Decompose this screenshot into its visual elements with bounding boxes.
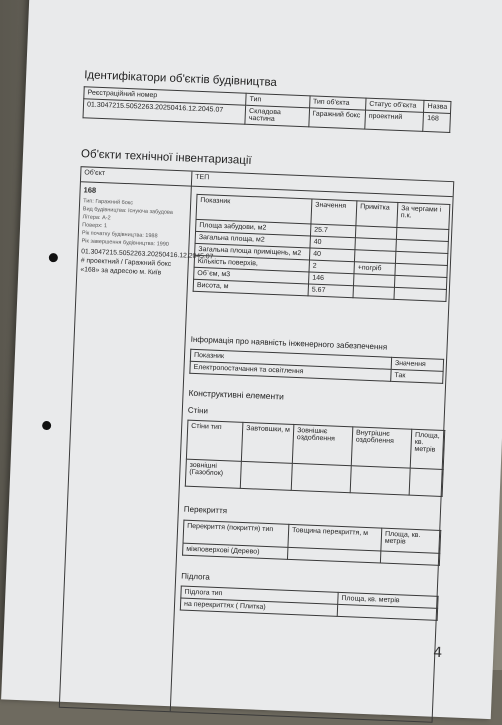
walls-table — [185, 420, 445, 497]
floors-header: Товщина перекриття, м — [288, 524, 382, 551]
engineering-title: Інформація про наявність інженерного забезпечення — [190, 334, 388, 352]
document-page — [1, 0, 502, 719]
floors-cell: міжповерхові (Дерево) — [183, 543, 288, 559]
cell-object-status: проектний — [365, 110, 424, 131]
punch-hole — [49, 253, 58, 262]
cell-type: Складова частина — [245, 105, 309, 127]
engineering-cell: Так — [391, 369, 443, 383]
walls-cell — [240, 461, 292, 490]
punch-hole — [42, 421, 51, 430]
walls-header: Площа, кв. метрів — [410, 429, 445, 469]
cell-object-type: Гаражний бокс — [308, 108, 365, 129]
identifiers-table — [82, 86, 451, 133]
tep-header-value: Значення — [311, 199, 357, 226]
header-object-status: Статус об'єкта — [366, 98, 425, 112]
tep-header-note: Примітка — [356, 201, 398, 228]
walls-cell — [291, 463, 351, 492]
floors-title: Перекриття — [183, 504, 228, 516]
tep-cell: 40 — [309, 248, 354, 262]
floors-cell — [380, 551, 439, 565]
header-reg-number: Реєстраційний номер — [84, 87, 247, 106]
object-line: Рік завершення будівництва: 1990 — [81, 238, 169, 248]
engineering-header-indicator: Показник — [190, 349, 391, 369]
flooring-header: Підлога тип — [181, 586, 338, 604]
tep-cell: 2 — [309, 260, 354, 274]
header-object-type: Тип об'єкта — [309, 96, 366, 110]
page-number: 4 — [433, 644, 443, 662]
walls-cell — [350, 466, 410, 495]
floors-cell — [287, 547, 380, 563]
tep-cell: +погріб — [354, 262, 395, 276]
cell-reg-number: 01.3047215.5052263.20250416.12.2045.07 — [83, 99, 246, 124]
object-line: Літера: А-2 — [82, 214, 111, 222]
header-name: Назва — [424, 100, 451, 113]
floors-header: Перекриття (покриття) тип — [183, 520, 289, 547]
tep-cell: Висота, м — [193, 279, 308, 296]
cell-name: 168 — [423, 112, 450, 132]
object-info — [80, 185, 214, 278]
walls-header: Зовнішнє оздоблення — [292, 424, 353, 465]
tep-cell: 5.67 — [308, 284, 353, 298]
object-description: 01.3047215.5052263.20250416.12.2045.07 # проектний / Гаражний бокс «168» за адресою м. Київ — [80, 248, 214, 277]
inventory-frame — [59, 166, 454, 723]
tep-header-indicator: Показник — [196, 194, 312, 224]
object-line: Вид будівництва: Існуюча забудова — [82, 206, 173, 216]
engineering-table — [189, 349, 444, 384]
tep-cell: 40 — [310, 236, 355, 250]
tep-cell: Об`єм, м3 — [194, 267, 309, 284]
tep-cell: Загальна площа, м2 — [195, 231, 310, 248]
tep-cell: Кількість поверхів, — [194, 255, 309, 272]
tep-cell — [394, 287, 446, 301]
tep-cell — [353, 286, 394, 300]
flooring-title: Підлога — [181, 571, 210, 582]
section-title-inventory: Об'єкти технічної інвентаризації — [80, 148, 252, 168]
walls-header: Завтовшки, м — [241, 422, 294, 463]
object-line: Рік початку будівництва: 1988 — [81, 230, 158, 240]
header-object: Об'єкт — [84, 169, 106, 178]
walls-header: Стіни тип — [186, 420, 243, 461]
tep-cell: Площа забудови, м2 — [196, 219, 311, 236]
tep-cell: 25.7 — [310, 224, 355, 238]
tep-cell: Загальна площа приміщень, м2 — [195, 243, 310, 260]
flooring-cell: на перекриттях ( Плитка) — [180, 598, 337, 616]
walls-header: Внутрішнє оздоблення — [351, 427, 412, 468]
floors-table — [182, 520, 441, 566]
walls-title: Стіни — [187, 405, 209, 416]
constructive-title: Конструктивні елементи — [188, 387, 285, 402]
object-line: Поверх: 1 — [82, 222, 108, 230]
header-tep: ТЕП — [195, 173, 210, 182]
object-line: Тип: Гаражний бокс — [83, 198, 134, 207]
engineering-header-value: Значення — [391, 357, 443, 371]
tep-header-queues: За чергами і п.к. — [397, 202, 450, 229]
engineering-cell: Електропостачання та освітлення — [190, 361, 391, 381]
header-type: Тип — [246, 93, 310, 108]
tep-cell: 146 — [309, 272, 354, 286]
walls-cell: зовнішні (Газоблок) — [185, 459, 241, 488]
section-title-identifiers: Ідентифікатори об'єктів будівництва — [83, 69, 278, 89]
flooring-header: Площа, кв. метрів — [338, 592, 438, 608]
flooring-table — [180, 586, 439, 621]
walls-cell — [409, 468, 443, 496]
tep-table — [193, 194, 451, 302]
object-name: 168 — [83, 185, 97, 195]
floors-header: Площа, кв. метрів — [381, 528, 441, 553]
